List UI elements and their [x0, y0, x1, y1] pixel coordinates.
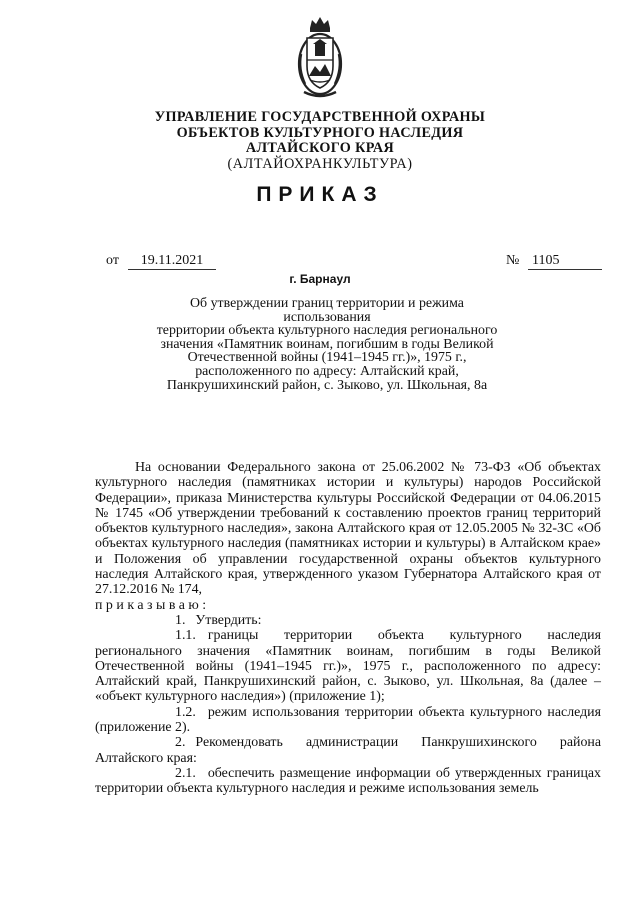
subitem-number: 1.1. [175, 628, 196, 644]
item-number: 1. [175, 612, 186, 628]
item-text: Рекомендовать администрации Панкрушихинского района Алтайского края: [95, 735, 601, 766]
subitem-text: режим использования территории объекта культурного наследия (приложение 2). [95, 704, 601, 736]
item-number: 2. [175, 735, 186, 751]
subitem-text: обеспечить размещение информации об утвержденных границах территории объекта культурного наследия и режиме использования земель [95, 765, 601, 797]
subject-line: Об утверждении границ территории и режима использования [190, 296, 464, 325]
agency-name-line3: АЛТАЙСКОГО КРАЯ [245, 140, 395, 156]
subitem-number: 2.1. [175, 765, 196, 781]
order-body [95, 460, 601, 797]
subject-line: Отечественной войны (1941–1945 гг.)», 1975 г., [187, 350, 467, 366]
altai-krai-coat-of-arms-icon [296, 14, 344, 100]
document-type-title: ПРИКАЗ [256, 183, 384, 206]
agency-name-line2: ОБЪЕКТОВ КУЛЬТУРНОГО НАСЛЕДИЯ [176, 124, 464, 141]
subitem-text: границы территории объекта культурного наследия регионального значения «Памятник воинам, погибшим в годы Великой Отечественной войны (1941–1945 гг.)», 1975 г., расположенного по адресу: Алтайский край, Панкрушихинский район, с. Зыково, ул. Школьная, 8а (далее – «объект культурного наследия») (приложение 1); [95, 628, 601, 705]
subject-line: расположенного по адресу: Алтайский край, [195, 363, 459, 379]
date-prefix: от [106, 253, 119, 268]
city-name: г. Барнаул [289, 272, 351, 286]
subject-line: Панкрушихинский район, с. Зыково, ул. Школьная, 8а [166, 377, 488, 393]
subitem-number: 1.2. [175, 704, 196, 720]
order-number: 1105 [528, 253, 602, 270]
agency-name-block [0, 110, 640, 172]
order-subject [150, 297, 504, 392]
order-word: приказываю: [95, 597, 210, 613]
agency-name-line1: УПРАВЛЕНИЕ ГОСУДАРСТВЕННОЙ ОХРАНЫ [154, 109, 486, 125]
item-text: Утвердить: [195, 612, 262, 628]
subject-line: значения «Памятник воинам, погибшим в годы Великой [160, 336, 494, 352]
preamble-paragraph: На основании Федерального закона от 25.06.2002 № 73-ФЗ «Об объектах культурного наследия (памятниках истории и культуры) народов Российской Федерации», приказа Министерства культуры Российской Федерации от 04.06.2015 № 1745 «Об утверждении требований к составлению проектов границ территорий объектов культурного наследия», закона Алтайского края от 12.05.2005 № 32-ЗС «Об объектах культурного наследия (памятниках истории и культуры) в Алтайском крае» и Положения об управлении государственной охраны объектов культурного наследия Алтайского края, утвержденного указом Губернатора Алтайского края от 27.12.2016 № 174, [95, 460, 601, 598]
order-date: 19.11.2021 [128, 253, 216, 270]
number-prefix: № [506, 253, 520, 268]
subject-line: территории объекта культурного наследия регионального [156, 323, 498, 339]
agency-short-name: (АЛТАЙОХРАНКУЛЬТУРА) [227, 155, 413, 172]
